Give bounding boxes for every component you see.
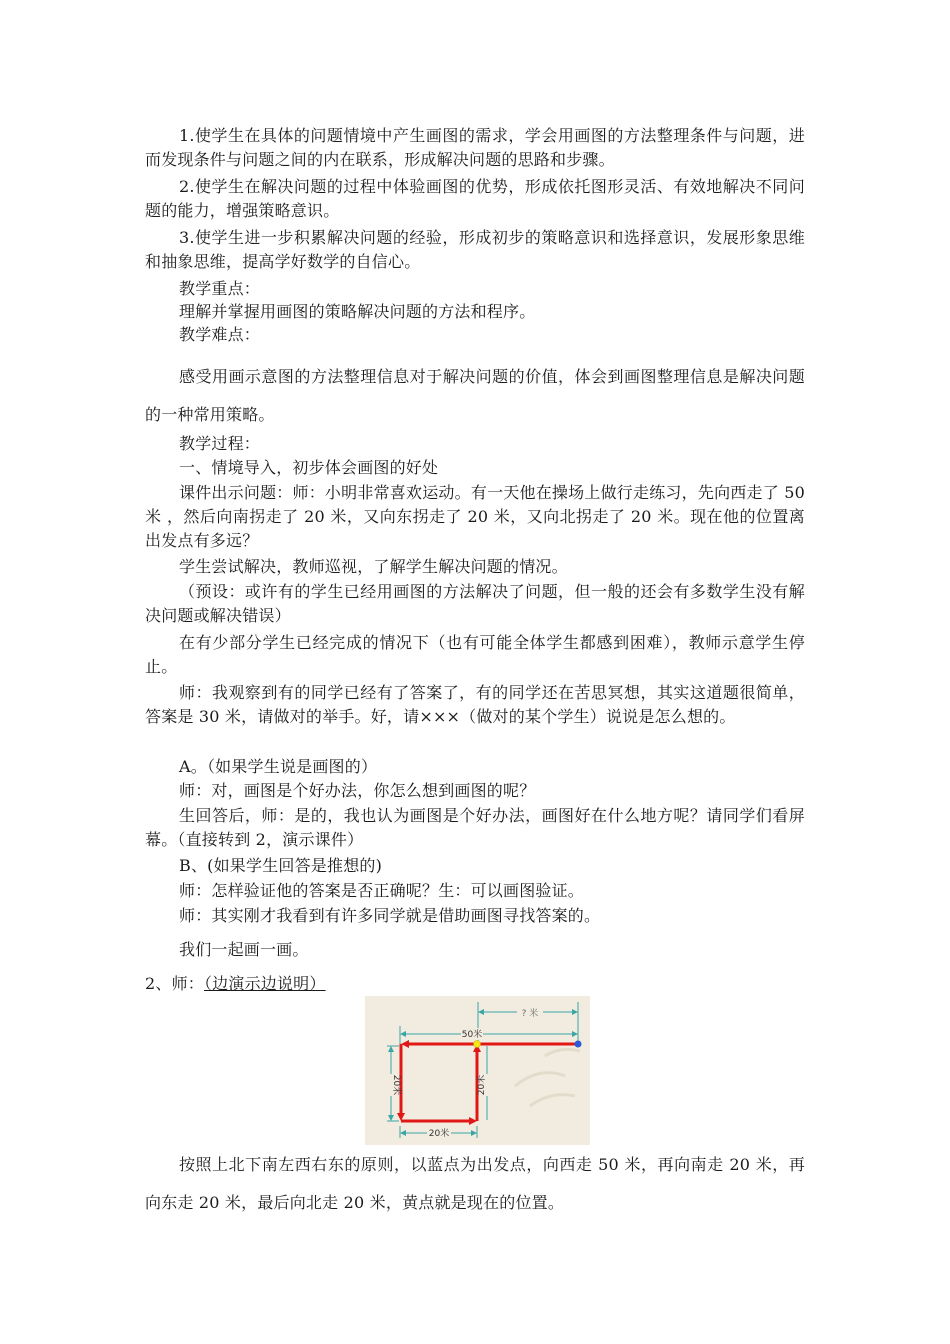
problem-text: 课件出示问题：师：小明非常喜欢运动。有一天他在操场上做行走练习，先向西走了 50 米 ，然后向南拐走了 20 米，又向东拐走了 20 米，又向北拐走了 20 米。现在他的位置离出发点有多远？	[145, 483, 805, 550]
preset-note: （预设：或许有的学生已经用画图的方法解决了问题，但一般的还会有多数学生没有解决问题或解决错误）	[145, 582, 805, 625]
stop-text: 在有少部分学生已经完成的情况下（也有可能全体学生都感到困难），教师示意学生停止。	[145, 633, 805, 676]
label-left-20-meters: 20米	[391, 1074, 401, 1096]
teacher-b2: 师：其实刚才我看到有许多同学就是借助画图寻找答案的。	[179, 906, 601, 925]
end-point	[474, 1041, 481, 1048]
teacher-b1: 师：怎样验证他的答案是否正确呢？生：可以画图验证。	[179, 881, 585, 900]
objective-1: 1.使学生在具体的问题情境中产生画图的需求，学会用画图的方法整理条件与问题，进而发现条件与问题之间的内在联系，形成解决问题的思路和步骤。	[145, 126, 805, 169]
process-heading: 教学过程：	[179, 434, 261, 453]
key-point-heading: 教学重点：	[179, 279, 261, 298]
teacher-observe: 师：我观察到有的同学已经有了答案了，有的同学还在苦思冥想，其实这道题很简单，答案是 30 米，请做对的举手。好，请×××（做对的某个学生）说说是怎么想的。	[145, 683, 805, 726]
option-a: A。（如果学生说是画图的）	[179, 757, 378, 776]
section-2-note: （边演示边说明）	[203, 974, 326, 993]
objective-2: 2.使学生在解决问题的过程中体验画图的优势，形成依托图形灵活、有效地解决不同问题的能力，增强策略意识。	[145, 177, 805, 220]
draw-together: 我们一起画一画。	[179, 940, 309, 959]
difficulty-heading: 教学难点：	[179, 325, 261, 344]
label-50-meters: 50米	[461, 1030, 483, 1040]
walking-path-diagram	[365, 996, 590, 1145]
key-point-text: 理解并掌握用画图的策略解决问题的方法和程序。	[179, 302, 536, 321]
section-1-heading: 一、情境导入，初步体会画图的好处	[179, 458, 439, 477]
student-try: 学生尝试解决，教师巡视，了解学生解决问题的情况。	[179, 557, 568, 576]
label-right-20-meters: 20米	[477, 1074, 487, 1096]
section-2-heading	[145, 972, 805, 996]
label-bottom-20-meters: 20米	[428, 1129, 450, 1139]
section-2-prefix: 2、师：	[145, 974, 204, 993]
student-answer: 生回答后，师：是的，我也认为画图是个好办法，画图好在什么地方呢？请同学们看屏幕。（直接转到 2，演示课件）	[145, 806, 805, 849]
diagram-explanation: 按照上北下南左西右东的原则，以蓝点为出发点，向西走 50 米，再向南走 20 米，再向东走 20 米，最后向北走 20 米，黄点就是现在的位置。	[145, 1155, 805, 1212]
objective-3: 3.使学生进一步积累解决问题的经验，形成初步的策略意识和选择意识，发展形象思维和抽象思维，提高学好数学的自信心。	[145, 228, 805, 271]
label-unknown-distance: ? 米	[521, 1009, 539, 1019]
teacher-a: 师：对，画图是个好办法，你怎么想到画图的呢？	[179, 781, 536, 800]
option-b: B、(如果学生回答是推想的)	[179, 856, 383, 875]
start-point	[575, 1041, 582, 1048]
difficulty-text: 感受用画示意图的方法整理信息对于解决问题的价值，体会到画图整理信息是解决问题的一种常用策略。	[145, 367, 805, 424]
